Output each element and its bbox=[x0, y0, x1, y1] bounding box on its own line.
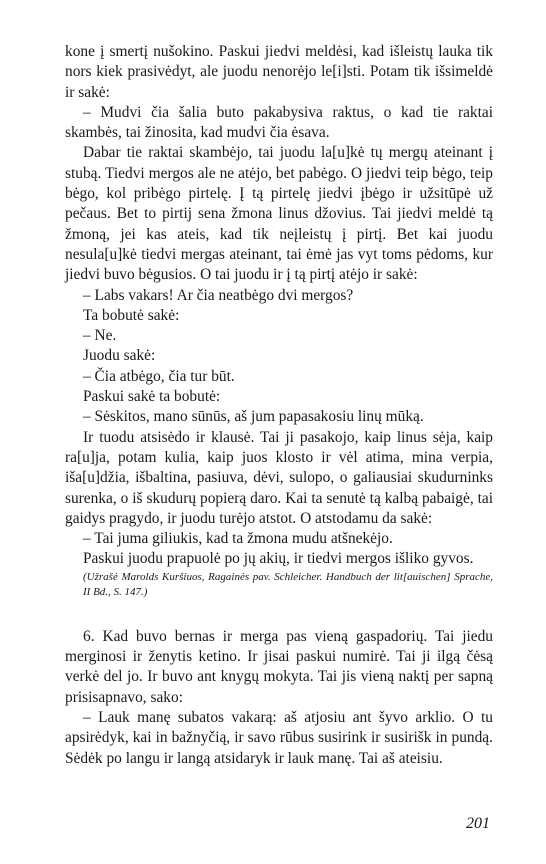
dialogue-line: – Ne. bbox=[83, 327, 117, 345]
paragraph: Paskui sakė ta bobutė: bbox=[83, 388, 221, 406]
section-gap bbox=[65, 600, 493, 627]
paragraph: Juodu sakė: bbox=[83, 347, 156, 365]
paragraph: Dabar tie raktai skambėjo, tai juodu la[u]kė tų mergų ateinant į stubą. Tiedvi mergos ale ne atėjo, bet pabėgo. O jiedvi teip bėgo, teip bėgo, kol pribėgo pirtelę. Į tą pirtelę jiedvi įbėgo ir užsitūpė už pečaus. Bet to pirtij sena žmona linus džovius. Tai jiedvi meldė tą žmoną, jei kas ateis, kad tik neįleistų į pirtį. Bet kai juodu nesula[u]kė tiedvi mergas ateinant, tai ėmė jas vyt toms pėdoms, kur jiedvi buvo bėgusios. O tai juodu ir į tą pirtį atėjo ir sakė: bbox=[65, 144, 493, 284]
dialogue-line: – Mudvi čia šalia buto pakabysiva raktus, o kad tie raktai skambės, tai žinosita, kad mudvi čia ėsava. bbox=[65, 103, 493, 142]
paragraph: kone į smertį nušokino. Paskui jiedvi meldėsi, kad išleistų lauka tik nors kiek prasivėdyt, ale juodu nenorėjo le[i]sti. Potam tik išsimeldė ir sakė: bbox=[65, 43, 493, 101]
paragraph: Ta bobutė sakė: bbox=[83, 306, 180, 324]
dialogue-line: – Labs vakars! Ar čia neatbėgo dvi mergos? bbox=[83, 286, 354, 304]
dialogue-line: – Čia atbėgo, čia tur būt. bbox=[83, 367, 235, 385]
dialogue-line: – Lauk manę subatos vakarą: aš atjosiu ant šyvo arklio. O tu apsirėdyk, kai in bažnyčią, ir savo rūbus susirink ir susirišk in pundą. Sėdėk po langu ir langą atsidaryk ir lauk manę. Tai aš ateisiu. bbox=[65, 708, 493, 767]
dialogue-line: – Tai juma giliukis, kad ta žmona mudu atšnekėjo. bbox=[83, 530, 393, 548]
paragraph: Ir tuodu atsisėdo ir klausė. Tai ji pasakojo, kaip linus sėja, kaip ra[u]ja, potam kulia, kaip juos klosto ir vėl atima, mina verpia, iša[u]džia, išbaltina, pasiuva, dėvi, sulopo, o galiausiai skudurninks surenka, o iš skudurų popierą daro. Kai ta senutė tą kalbą pabaigė, tai gaidys pragydo, ir juodu turėjo atstot. O atstodamu da sakė: bbox=[65, 428, 493, 527]
body-text bbox=[65, 42, 493, 769]
dialogue-line: – Sėskitos, mano sūnūs, aš jum papasakosiu linų mūką. bbox=[83, 408, 424, 426]
source-note: (Užrašė Marolds Kuršiuos, Ragainės pav. Schleicher. Handbuch der lit[auischen] Sprache, II Bd., S. 147.) bbox=[83, 570, 493, 598]
story-paragraph: 6. Kad buvo bernas ir merga pas vieną gaspadorių. Tai jiedu merginosi ir ženytis ketino. Ir jisai paskui numirė. Tai ji ilgą čėsą verkė del jo. Ir buvo ant knygų mokyta. Tai jis vieną naktį per sapną prisisapnavo, sako: bbox=[65, 627, 493, 706]
page-number: 201 bbox=[466, 815, 490, 832]
paragraph: Paskui juodu prapuolė po jų akių, ir tiedvi mergos išliko gyvos. bbox=[83, 550, 474, 568]
